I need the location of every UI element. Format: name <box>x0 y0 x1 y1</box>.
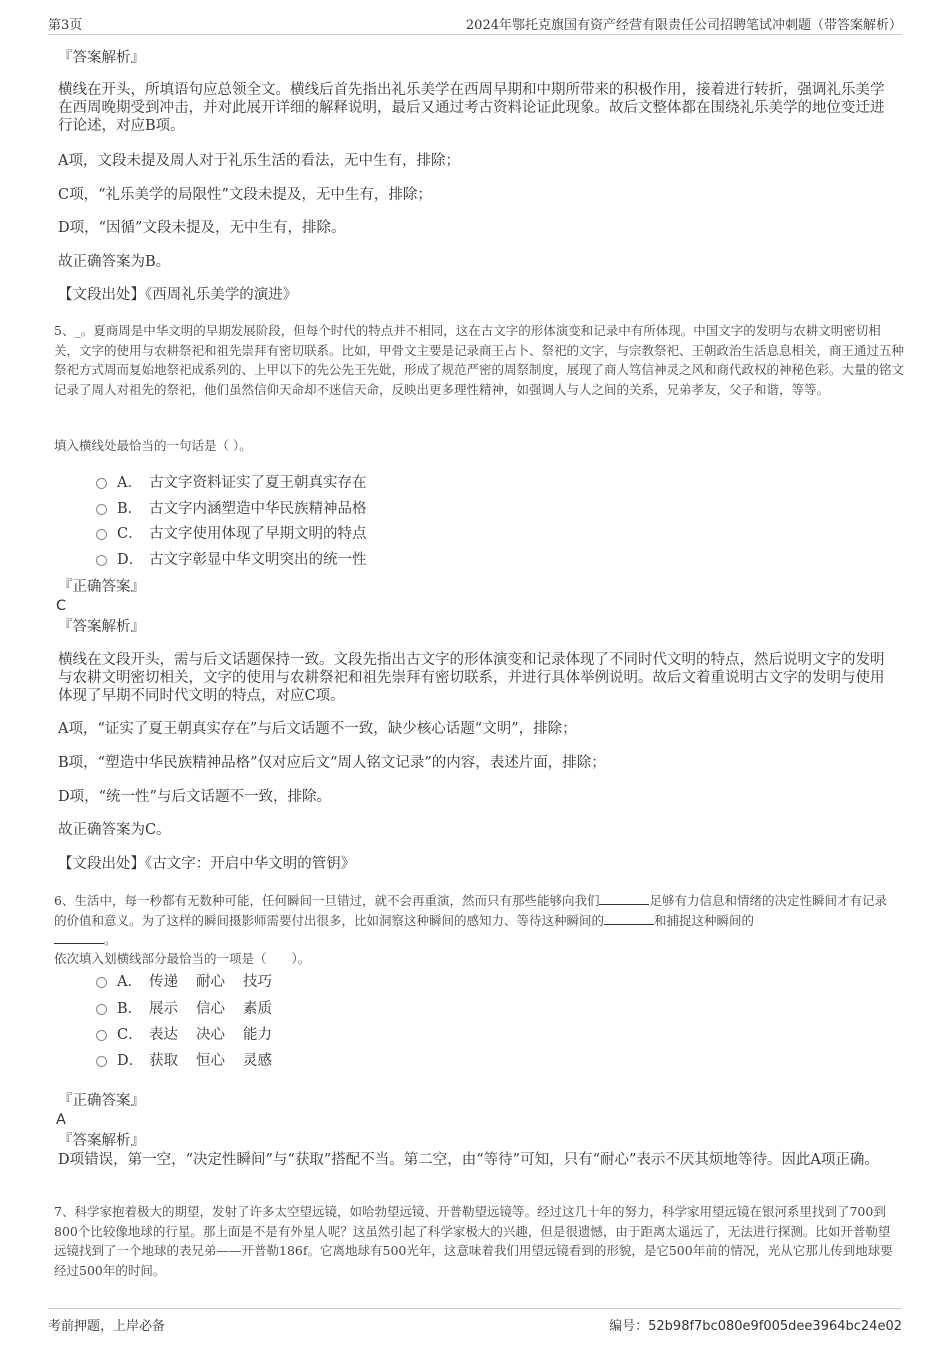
q5-option-a[interactable]: A． 古文字资料证实了夏王朝真实存在 <box>96 471 367 491</box>
radio-icon[interactable] <box>96 555 107 566</box>
q6-option-b[interactable]: B． 展示 信心 素质 <box>96 997 290 1017</box>
q4-option-c-analysis: C项，“礼乐美学的局限性”文段未提及，无中生有，排除； <box>58 187 432 203</box>
q6-option-d[interactable]: D． 获取 恒心 灵感 <box>96 1049 290 1069</box>
q5-option-a-analysis: A项，“证实了夏王朝真实存在”与后文话题不一致，缺少核心话题“文明”，排除； <box>58 721 577 737</box>
footer-code: 编号：52b98f7bc080e9f005dee3964bc24e02 <box>609 1319 902 1334</box>
q5-answer: C <box>56 598 67 614</box>
radio-icon[interactable] <box>96 977 107 988</box>
q5-option-c[interactable]: C． 古文字使用体现了早期文明的特点 <box>96 522 367 542</box>
radio-icon[interactable] <box>96 1056 107 1067</box>
q4-option-a-analysis: A项，文段未提及周人对于礼乐生活的看法，无中生有，排除； <box>58 153 460 169</box>
page-header <box>48 14 902 35</box>
q5-stem: 5、_。夏商周是中华文明的早期发展阶段，但每个时代的特点并不相同，这在古文字的形体演变和记录中有所体现。中国文字的发明与农耕文明密切相关，文字的使用与农耕祭祀和祖先崇拜有密切联系。比如，甲骨文主要是记录商王占卜、祭祀的文字，与宗教祭祀、王朝政治生活息息相关，商王通过五种祭祀方式周而复始地祭祀成系列的、上甲以下的先公先王先妣，形成了规范严密的周祭制度，展现了商人笃信神灵之风和商代政权的神秘色彩。大量的铭文记录了周人对祖先的祭祀，他们虽然信仰天命却不迷信天命，反映出更多理性精神，如强调人与人之间的关系，兄弟孝友，父子和谐，等等。 <box>54 323 905 397</box>
q5-answer-heading: 『正确答案』 <box>58 579 145 595</box>
blank-2[interactable] <box>604 912 654 925</box>
q6-answer: A <box>56 1112 66 1128</box>
footer-slogan: 考前押题，上岸必备 <box>48 1319 166 1334</box>
q5-analysis-text: 横线在文段开头，需与后文话题保持一致。文段先指出古文字的形体演变和记录体现了不同时代文明的特点，然后说明文字的发明与农耕文明密切相关，文字的使用与农耕祭祀和祖先崇拜有密切联系，并进行具体举例说明。故后文着重说明古文字的发明与使用体现了早期不同时代文明的特点，对应C项。 <box>58 652 885 704</box>
q4-analysis-text: 横线在开头，所填语句应总领全文。横线后首先指出礼乐美学在西周早期和中期所带来的积极作用，接着进行转折，强调礼乐美学在西周晚期受到冲击，并对此展开详细的解释说明，最后又通过考古资料论证此现象。故后文整体都在围绕礼乐美学的地位变迁进行论述，对应B项。 <box>58 82 885 134</box>
q6-option-c[interactable]: C． 表达 决心 能力 <box>96 1023 290 1043</box>
q6-stem: 6、生活中，每一秒都有无数种可能，任何瞬间一旦错过，就不会再重演，然而只有那些能够向我们 足够有力信息和情绪的决定性瞬间才有记录的价值和意义。为了这样的瞬间摄影师需要付出很多，比如洞察这种瞬间的感知力、等待这种瞬间的 和捕捉这种瞬间的 。 <box>54 893 887 947</box>
radio-icon[interactable] <box>96 1030 107 1041</box>
q5-option-d-analysis: D项，“统一性”与后文话题不一致，排除。 <box>58 789 331 805</box>
q5-conclusion: 故正确答案为C。 <box>58 822 171 838</box>
q5-option-d[interactable]: D． 古文字彰显中华文明突出的统一性 <box>96 548 367 568</box>
q4-source: 【文段出处】《西周礼乐美学的演进》 <box>58 287 298 303</box>
radio-icon[interactable] <box>96 478 107 489</box>
document-title: 2024年鄂托克旗国有资产经营有限责任公司招聘笔试冲刺题（带答案解析） <box>465 18 902 33</box>
page-number: 第3页 <box>48 18 83 33</box>
blank-3[interactable] <box>54 931 104 944</box>
blank-1[interactable] <box>599 892 649 905</box>
q5-analysis-heading: 『答案解析』 <box>58 619 145 635</box>
q7-stem: 7、科学家抱着极大的期望，发射了许多太空望远镜，如哈勃望远镜、开普勒望远镜等。经过这几十年的努力，科学家用望远镜在银河系里找到了700到800个比较像地球的行星。那上面是不是有外星人呢？这虽然引起了科学家极大的兴趣，但是很遗憾，由于距离太遥远了，无法进行探测。比如开普勒望远镜找到了一个地球的表兄弟——开普勒186f。它离地球有500光年，这意味着我们用望远镜看到的形貌，是它500年前的情况，光从它那儿传到地球要经过500年的时间。 <box>54 1204 893 1278</box>
q6-option-a[interactable]: A． 传递 耐心 技巧 <box>96 970 290 990</box>
q6-analysis-heading: 『答案解析』 <box>58 1133 145 1149</box>
q5-option-b[interactable]: B． 古文字内涵塑造中华民族精神品格 <box>96 497 367 517</box>
radio-icon[interactable] <box>96 504 107 515</box>
page-footer <box>48 1308 902 1337</box>
q4-option-d-analysis: D项，“因循”文段未提及，无中生有，排除。 <box>58 220 346 236</box>
q4-conclusion: 故正确答案为B。 <box>58 254 171 270</box>
q5-prompt: 填入横线处最恰当的一句话是（ ）。 <box>54 438 252 453</box>
q6-prompt: 依次填入划横线部分最恰当的一项是（ ）。 <box>54 951 311 966</box>
q6-analysis-text: D项错误，第一空，“决定性瞬间”与“获取”搭配不当。第二空，由“等待”可知，只有“耐心”表示不厌其烦地等待。因此A项正确。 <box>58 1152 879 1168</box>
radio-icon[interactable] <box>96 1004 107 1015</box>
q5-source: 【文段出处】《古文字：开启中华文明的管钥》 <box>58 856 356 872</box>
q6-answer-heading: 『正确答案』 <box>58 1093 145 1109</box>
q4-analysis-heading: 『答案解析』 <box>58 50 145 66</box>
radio-icon[interactable] <box>96 529 107 540</box>
q5-option-b-analysis: B项，“塑造中华民族精神品格”仅对应后文“周人铭文记录”的内容，表述片面，排除； <box>58 755 606 771</box>
